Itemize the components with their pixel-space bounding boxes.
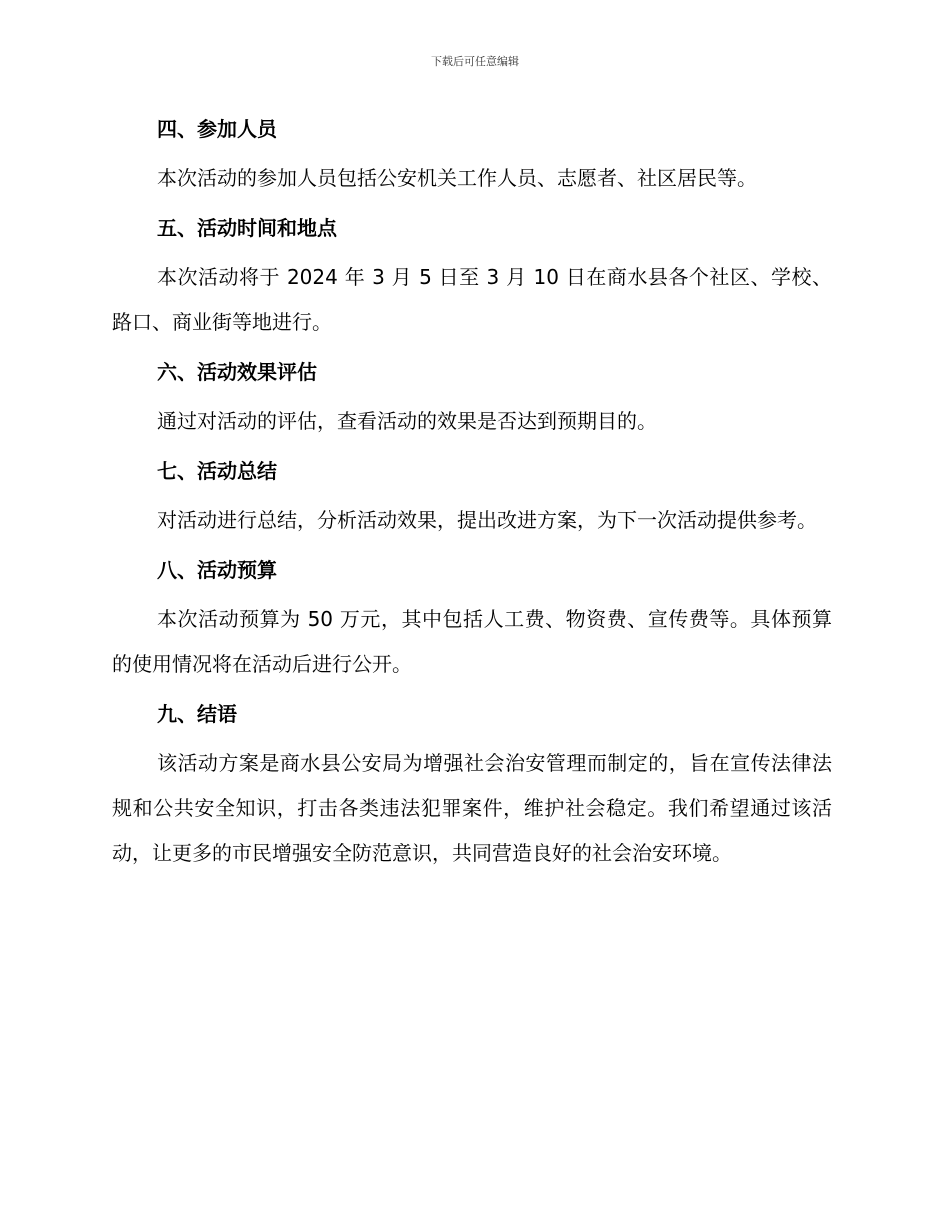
section-paragraph: 该活动方案是商水县公安局为增强社会治安管理而制定的，旨在宣传法律法规和公共安全知识，打击各类违法犯罪案件，维护社会稳定。我们希望通过该活动，让更多的市民增强安全防范意识，共同营造良好的社会治安环境。 <box>112 751 832 865</box>
document-body <box>112 110 832 876</box>
section-time-location <box>112 209 832 353</box>
page-header-note: 下载后可任意编辑 <box>431 55 519 68</box>
section-paragraph: 本次活动将于 2024 年 3 月 5 日至 3 月 10 日在商水县各个社区、学校、路口、商业街等地进行。 <box>112 265 832 334</box>
section-heading: 七、活动总结 <box>157 459 277 483</box>
section-paragraph: 本次活动的参加人员包括公安机关工作人员、志愿者、社区居民等。 <box>157 166 757 190</box>
section-paragraph: 通过对活动的评估，查看活动的效果是否达到预期目的。 <box>157 409 657 433</box>
section-heading: 四、参加人员 <box>157 117 277 141</box>
section-heading: 六、活动效果评估 <box>157 360 317 384</box>
section-evaluation <box>112 353 832 452</box>
section-participants <box>112 110 832 209</box>
section-heading: 九、结语 <box>157 702 237 726</box>
section-paragraph: 本次活动预算为 50 万元，其中包括人工费、物资费、宣传费等。具体预算的使用情况将在活动后进行公开。 <box>112 607 832 676</box>
section-conclusion <box>112 695 832 876</box>
section-paragraph: 对活动进行总结，分析活动效果，提出改进方案，为下一次活动提供参考。 <box>157 508 817 532</box>
section-heading: 八、活动预算 <box>157 558 277 582</box>
section-summary <box>112 452 832 551</box>
section-heading: 五、活动时间和地点 <box>157 216 337 240</box>
section-budget <box>112 551 832 695</box>
